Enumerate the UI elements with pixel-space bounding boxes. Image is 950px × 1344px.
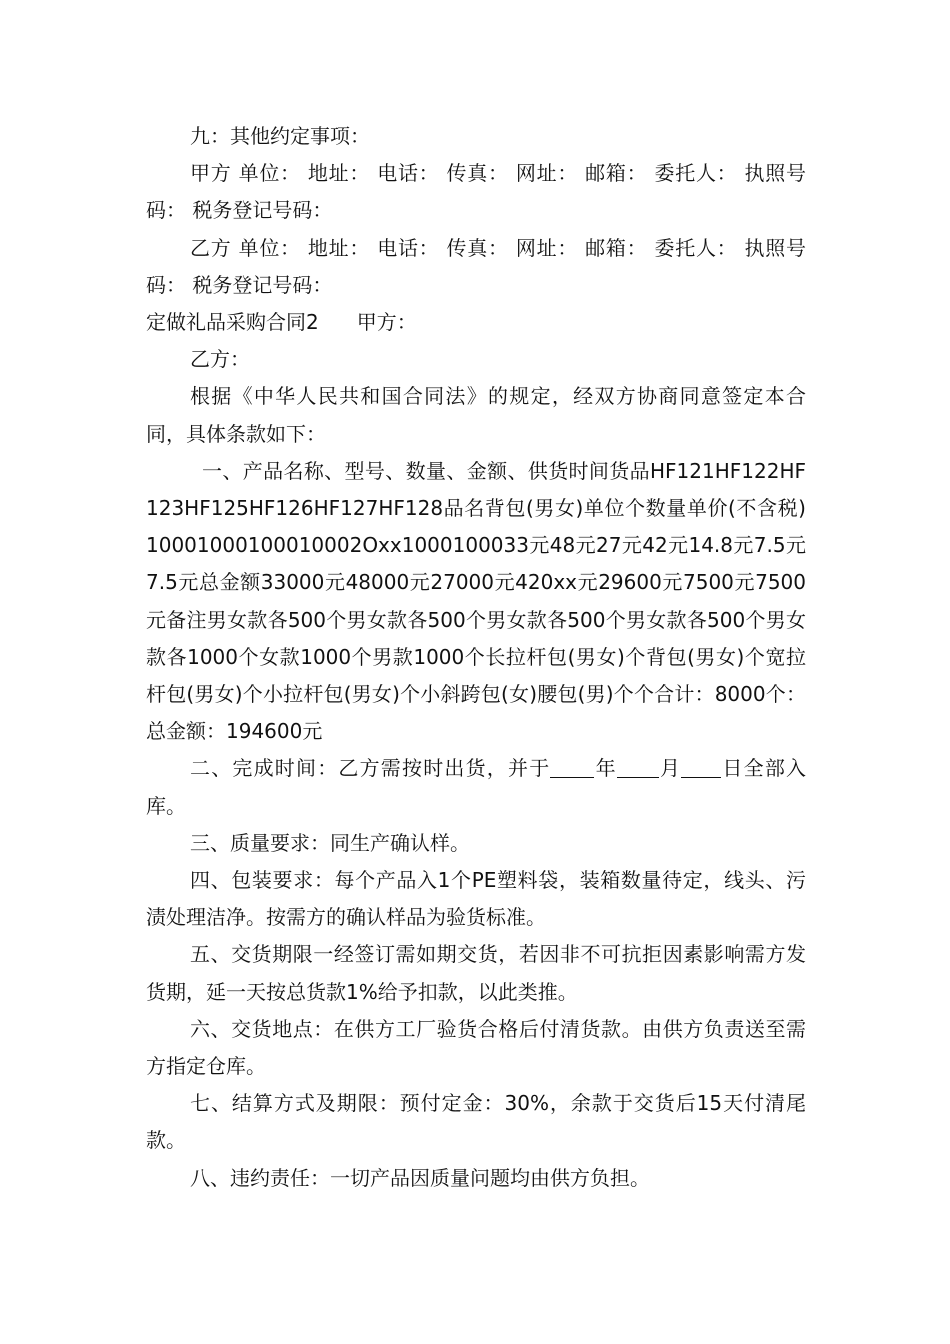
contract-title-line [146, 304, 806, 341]
party-a-info: 甲方 单位： 地址： 电话： 传真： 网址： 邮箱： 委托人： 执照号码： 税务登记号码： [146, 161, 806, 223]
clause-2-completion-time [146, 750, 806, 824]
section-9-heading: 九：其他约定事项： [190, 124, 370, 148]
clause-8-liability: 八、违约责任：一切产品因质量问题均由供方负担。 [190, 1165, 650, 1190]
party-b-info: 乙方 单位： 地址： 电话： 传真： 网址： 邮箱： 委托人： 执照号码： 税务登记号码： [146, 235, 806, 297]
party-b-label: 乙方： [190, 347, 250, 372]
clause-3-quality: 三、质量要求：同生产确认样。 [190, 830, 470, 855]
clause-6-delivery-place: 六、交货地点：在供方工厂验货合格后付清货款。由供方负责送至需方指定仓库。 [146, 1016, 806, 1079]
year-blank [550, 757, 594, 778]
year-label: 年 [594, 756, 617, 781]
clause-2-text-a: 二、完成时间：乙方需按时出货，并于 [190, 756, 551, 781]
clause-4-packaging: 四、包装要求：每个产品入1个PE塑料袋，装箱数量待定，线头、污渍处理洁净。按需方的确认样品为验货标准。 [146, 868, 806, 930]
party-a-label: 甲方： [356, 310, 417, 335]
day-blank [681, 757, 721, 778]
clause-1-products: 一、产品名称、型号、数量、金额、供货时间货品HF121HF122HF123HF125HF126HF127HF128品名背包(男女)单位个数量单价(不含税)10001000100010002Oxx1000100033元48元27元42元14.8元7.5元7.5元总金额33000元48000元27000元420xx元29600元7500元7500元备注男女款各500个男女款各500个男女款各500个男女款各500个男女款各1000个女款1000个男款1000个长拉杆包(男女)个背包(男女)个宽拉杆包(男女)个小拉杆包(男女)个小斜跨包(女)腰包(男)个个合计：8000个：总金额：194600元 [146, 458, 806, 744]
clause-7-payment: 七、结算方式及期限：预付定金：30%，余款于交货后15天付清尾款。 [146, 1091, 806, 1153]
clause-5-delivery-period: 五、交货期限一经签订需如期交货，若因非不可抗拒因素影响需方发货期，延一天按总货款1%给予扣款，以此类推。 [146, 942, 806, 1004]
contract-intro: 根据《中华人民共和国合同法》的规定，经双方协商同意签定本合同，具体条款如下： [146, 384, 806, 446]
document-page [146, 118, 806, 1197]
clause-2-text-b: 日全部入库。 [146, 756, 807, 818]
month-blank [617, 757, 659, 778]
month-label: 月 [658, 756, 682, 781]
contract-title: 定做礼品采购合同2 [146, 310, 319, 335]
